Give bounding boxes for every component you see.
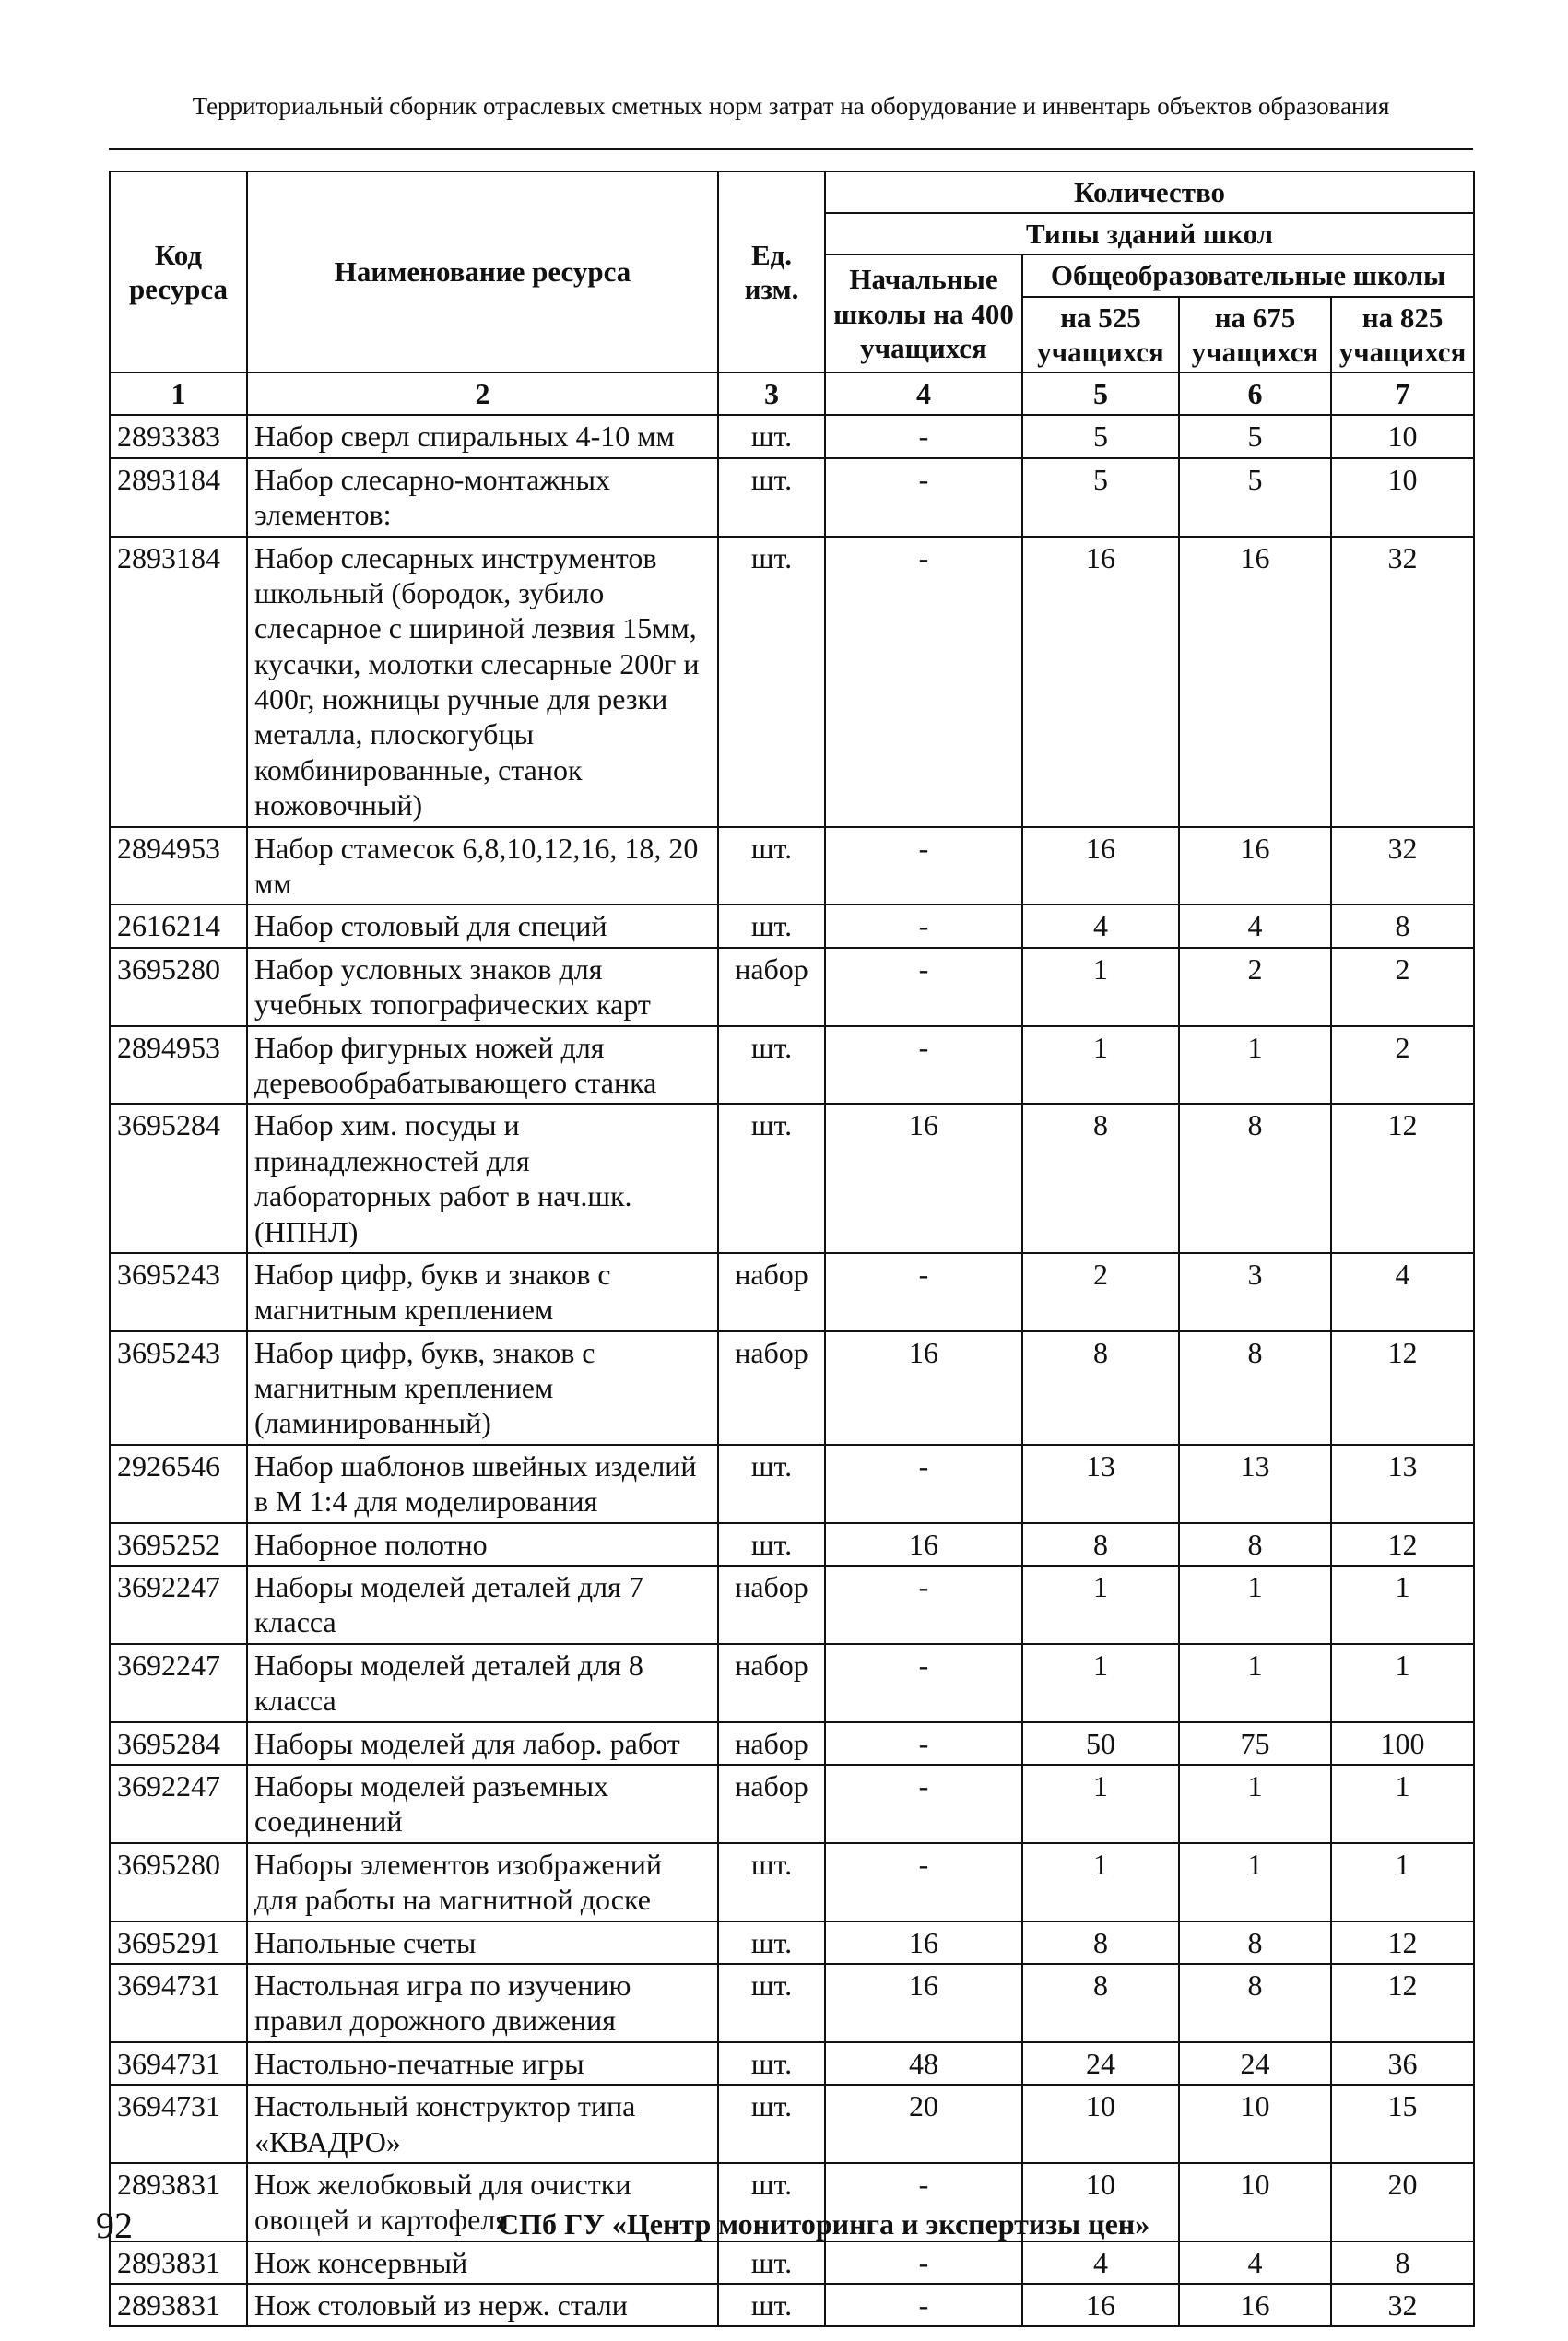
resource-name: Набор цифр, букв и знаков с магнитным креплением: [247, 1253, 718, 1331]
resource-code: 3692247: [110, 1566, 247, 1644]
column-number: 2: [247, 372, 718, 415]
table-row: [110, 2085, 1474, 2163]
qty-primary-400: -: [825, 415, 1022, 457]
column-number: 1: [110, 372, 247, 415]
qty-general-525: 1: [1022, 1765, 1179, 1843]
qty-general-825: 32: [1331, 2284, 1474, 2326]
resource-unit: шт.: [718, 1843, 825, 1921]
qty-general-525: 8: [1022, 1964, 1179, 2042]
resource-code: 3695284: [110, 1104, 247, 1253]
header-divider: [109, 148, 1473, 150]
qty-primary-400: -: [825, 1445, 1022, 1523]
qty-primary-400: -: [825, 537, 1022, 827]
page-header-title: Территориальный сборник отраслевых сметных норм затрат на оборудование и инвентарь объектов образования: [192, 92, 1390, 120]
table-row: [110, 1253, 1474, 1331]
table-row: [110, 904, 1474, 947]
header-code: Код ресурса: [110, 171, 247, 372]
qty-general-825: 8: [1331, 904, 1474, 947]
resource-code: 3695284: [110, 1722, 247, 1765]
resource-name: Напольные счеты: [247, 1921, 718, 1964]
resource-name: Набор сверл спиральных 4-10 мм: [247, 415, 718, 457]
qty-general-825: 12: [1331, 1331, 1474, 1445]
qty-general-825: 2: [1331, 948, 1474, 1026]
resource-name: Наборы моделей для лабор. работ: [247, 1722, 718, 1765]
qty-general-525: 4: [1022, 904, 1179, 947]
qty-general-525: 1: [1022, 1644, 1179, 1722]
qty-general-675: 4: [1179, 2241, 1331, 2284]
resource-name: Нож консервный: [247, 2241, 718, 2284]
resource-name: Набор цифр, букв, знаков с магнитным креплением (ламинированный): [247, 1331, 718, 1445]
resource-unit: набор: [718, 1765, 825, 1843]
table-row: [110, 415, 1474, 457]
resource-unit: шт.: [718, 2085, 825, 2163]
qty-general-525: 1: [1022, 1566, 1179, 1644]
resource-unit: шт.: [718, 904, 825, 947]
resource-code: 2893184: [110, 458, 247, 537]
qty-general-825: 2: [1331, 1026, 1474, 1105]
resource-code: 2893383: [110, 415, 247, 457]
table-header: [110, 171, 1474, 372]
qty-general-825: 1: [1331, 1566, 1474, 1644]
header-general-525: на 525 учащихся: [1022, 297, 1179, 372]
qty-general-675: 8: [1179, 1921, 1331, 1964]
qty-primary-400: -: [825, 1722, 1022, 1765]
resource-table: [109, 171, 1475, 2327]
qty-primary-400: -: [825, 1566, 1022, 1644]
header-unit: Ед. изм.: [718, 171, 825, 372]
footer-organization: СПб ГУ «Центр мониторинга и экспертизы цен»: [498, 2207, 1150, 2241]
resource-unit: шт.: [718, 2241, 825, 2284]
resource-name: Набор столовый для специй: [247, 904, 718, 947]
qty-general-525: 8: [1022, 1331, 1179, 1445]
qty-general-675: 10: [1179, 2163, 1331, 2241]
table-row: [110, 1104, 1474, 1253]
qty-general-825: 13: [1331, 1445, 1474, 1523]
column-number: 5: [1022, 372, 1179, 415]
resource-code: 3695280: [110, 948, 247, 1026]
qty-primary-400: -: [825, 1765, 1022, 1843]
qty-general-525: 5: [1022, 458, 1179, 537]
resource-code: 3694731: [110, 1964, 247, 2042]
resource-code: 2893831: [110, 2163, 247, 2241]
resource-name: Наборное полотно: [247, 1523, 718, 1566]
column-numbers-row: [110, 372, 1474, 415]
table-row: [110, 1644, 1474, 1722]
qty-primary-400: 16: [825, 1921, 1022, 1964]
resource-name: Настольно-печатные игры: [247, 2042, 718, 2085]
resource-code: 2616214: [110, 904, 247, 947]
resource-name: Наборы моделей разъемных соединений: [247, 1765, 718, 1843]
qty-primary-400: -: [825, 2163, 1022, 2241]
qty-general-825: 1: [1331, 1765, 1474, 1843]
resource-unit: шт.: [718, 1921, 825, 1964]
qty-primary-400: 16: [825, 1523, 1022, 1566]
resource-unit: шт.: [718, 2042, 825, 2085]
table-row: [110, 2284, 1474, 2326]
qty-general-675: 16: [1179, 827, 1331, 905]
qty-general-675: 1: [1179, 1026, 1331, 1105]
qty-general-675: 75: [1179, 1722, 1331, 1765]
qty-general-675: 3: [1179, 1253, 1331, 1331]
resource-unit: набор: [718, 1722, 825, 1765]
table-row: [110, 948, 1474, 1026]
resource-name: Наборы моделей деталей для 7 класса: [247, 1566, 718, 1644]
resource-name: Настольная игра по изучению правил дорожного движения: [247, 1964, 718, 2042]
qty-general-675: 1: [1179, 1843, 1331, 1921]
qty-general-825: 4: [1331, 1253, 1474, 1331]
resource-unit: набор: [718, 1253, 825, 1331]
qty-general-675: 5: [1179, 415, 1331, 457]
resource-code: 3694731: [110, 2042, 247, 2085]
column-number: 3: [718, 372, 825, 415]
qty-general-525: 8: [1022, 1523, 1179, 1566]
resource-unit: набор: [718, 1644, 825, 1722]
resource-unit: набор: [718, 948, 825, 1026]
qty-general-675: 8: [1179, 1104, 1331, 1253]
qty-general-825: 36: [1331, 2042, 1474, 2085]
qty-primary-400: -: [825, 827, 1022, 905]
qty-general-825: 8: [1331, 2241, 1474, 2284]
resource-unit: набор: [718, 1566, 825, 1644]
qty-primary-400: -: [825, 1644, 1022, 1722]
qty-primary-400: -: [825, 1026, 1022, 1105]
table-row: [110, 1026, 1474, 1105]
table-row: [110, 1843, 1474, 1921]
resource-name: Нож столовый из нерж. стали: [247, 2284, 718, 2326]
table-body: [110, 372, 1474, 2327]
qty-general-525: 16: [1022, 2284, 1179, 2326]
resource-unit: шт.: [718, 1104, 825, 1253]
qty-general-825: 15: [1331, 2085, 1474, 2163]
resource-unit: шт.: [718, 1026, 825, 1105]
qty-general-825: 100: [1331, 1722, 1474, 1765]
resource-name: Набор шаблонов швейных изделий в М 1:4 для моделирования: [247, 1445, 718, 1523]
resource-code: 3694731: [110, 2085, 247, 2163]
qty-general-675: 5: [1179, 458, 1331, 537]
column-number: 7: [1331, 372, 1474, 415]
qty-general-825: 12: [1331, 1921, 1474, 1964]
table-row: [110, 2042, 1474, 2085]
header-general-825: на 825 учащихся: [1331, 297, 1474, 372]
resource-unit: шт.: [718, 827, 825, 905]
resource-unit: шт.: [718, 2163, 825, 2241]
qty-general-825: 32: [1331, 537, 1474, 827]
qty-primary-400: -: [825, 2284, 1022, 2326]
qty-general-525: 1: [1022, 1843, 1179, 1921]
header-general-675: на 675 учащихся: [1179, 297, 1331, 372]
qty-general-675: 16: [1179, 537, 1331, 827]
table-row: [110, 1566, 1474, 1644]
qty-primary-400: 16: [825, 1104, 1022, 1253]
resource-name: Набор условных знаков для учебных топографических карт: [247, 948, 718, 1026]
resource-unit: шт.: [718, 1523, 825, 1566]
qty-general-675: 1: [1179, 1644, 1331, 1722]
qty-general-525: 16: [1022, 827, 1179, 905]
qty-general-525: 16: [1022, 537, 1179, 827]
qty-general-675: 10: [1179, 2085, 1331, 2163]
resource-code: 3695243: [110, 1331, 247, 1445]
header-quantity: Количество: [825, 171, 1474, 213]
resource-name: Набор слесарных инструментов школьный (бородок, зубило слесарное с шириной лезвия 15мм, кусачки, молотки слесарные 200г и 400г, ножницы ручные для резки металла, плоскогубцы комбинированные, станок ножовочный): [247, 537, 718, 827]
qty-general-525: 24: [1022, 2042, 1179, 2085]
qty-primary-400: 16: [825, 1964, 1022, 2042]
resource-code: 2894953: [110, 1026, 247, 1105]
qty-primary-400: 16: [825, 1331, 1022, 1445]
resource-code: 3695280: [110, 1843, 247, 1921]
resource-unit: набор: [718, 1331, 825, 1445]
qty-general-675: 8: [1179, 1523, 1331, 1566]
qty-general-675: 2: [1179, 948, 1331, 1026]
qty-primary-400: -: [825, 458, 1022, 537]
qty-general-525: 10: [1022, 2163, 1179, 2241]
qty-general-825: 1: [1331, 1843, 1474, 1921]
table-row: [110, 1921, 1474, 1964]
page-number: 92: [96, 2205, 133, 2246]
table-row: [110, 827, 1474, 905]
qty-general-525: 10: [1022, 2085, 1179, 2163]
resource-code: 3695243: [110, 1253, 247, 1331]
column-number: 6: [1179, 372, 1331, 415]
table-row: [110, 2241, 1474, 2284]
resource-code: 2893184: [110, 537, 247, 827]
qty-general-825: 12: [1331, 1523, 1474, 1566]
resource-code: 3695291: [110, 1921, 247, 1964]
resource-code: 3695252: [110, 1523, 247, 1566]
qty-general-825: 10: [1331, 458, 1474, 537]
resource-unit: шт.: [718, 1445, 825, 1523]
table-row: [110, 1445, 1474, 1523]
table-row: [110, 458, 1474, 537]
qty-general-675: 8: [1179, 1964, 1331, 2042]
resource-name: Нож желобковый для очистки овощей и картофеля: [247, 2163, 718, 2241]
resource-code: 2894953: [110, 827, 247, 905]
table-row: [110, 1523, 1474, 1566]
qty-general-675: 16: [1179, 2284, 1331, 2326]
qty-general-825: 32: [1331, 827, 1474, 905]
qty-general-825: 10: [1331, 415, 1474, 457]
qty-general-675: 1: [1179, 1566, 1331, 1644]
resource-unit: шт.: [718, 458, 825, 537]
qty-general-525: 1: [1022, 1026, 1179, 1105]
resource-unit: шт.: [718, 537, 825, 827]
header-general-schools: Общеобразовательные школы: [1022, 254, 1474, 296]
resource-name: Набор стамесок 6,8,10,12,16, 18, 20 мм: [247, 827, 718, 905]
resource-name: Наборы моделей деталей для 8 класса: [247, 1644, 718, 1722]
column-number: 4: [825, 372, 1022, 415]
qty-general-675: 8: [1179, 1331, 1331, 1445]
qty-primary-400: -: [825, 1253, 1022, 1331]
qty-general-675: 13: [1179, 1445, 1331, 1523]
qty-primary-400: -: [825, 904, 1022, 947]
qty-primary-400: -: [825, 948, 1022, 1026]
resource-code: 3692247: [110, 1644, 247, 1722]
table-row: [110, 1964, 1474, 2042]
qty-general-675: 24: [1179, 2042, 1331, 2085]
qty-general-825: 12: [1331, 1104, 1474, 1253]
qty-general-525: 5: [1022, 415, 1179, 457]
resource-code: 2893831: [110, 2284, 247, 2326]
resource-name: Набор слесарно-монтажных элементов:: [247, 458, 718, 537]
header-name: Наименование ресурса: [247, 171, 718, 372]
resource-name: Набор фигурных ножей для деревообрабатывающего станка: [247, 1026, 718, 1105]
header-building-types: Типы зданий школ: [825, 213, 1474, 254]
table-row: [110, 1331, 1474, 1445]
resource-code: 3692247: [110, 1765, 247, 1843]
resource-unit: шт.: [718, 1964, 825, 2042]
qty-general-825: 12: [1331, 1964, 1474, 2042]
table-row: [110, 1765, 1474, 1843]
qty-general-525: 2: [1022, 1253, 1179, 1331]
qty-general-675: 1: [1179, 1765, 1331, 1843]
qty-general-525: 8: [1022, 1104, 1179, 1253]
header-primary-400: Начальные школы на 400 учащихся: [825, 254, 1022, 372]
qty-general-825: 20: [1331, 2163, 1474, 2241]
qty-general-525: 50: [1022, 1722, 1179, 1765]
qty-general-675: 4: [1179, 904, 1331, 947]
table-row: [110, 1722, 1474, 1765]
qty-primary-400: 48: [825, 2042, 1022, 2085]
resource-name: Наборы элементов изображений для работы на магнитной доске: [247, 1843, 718, 1921]
qty-general-525: 13: [1022, 1445, 1179, 1523]
resource-unit: шт.: [718, 415, 825, 457]
resource-unit: шт.: [718, 2284, 825, 2326]
resource-code: 2926546: [110, 1445, 247, 1523]
qty-general-525: 8: [1022, 1921, 1179, 1964]
qty-primary-400: -: [825, 2241, 1022, 2284]
qty-general-525: 1: [1022, 948, 1179, 1026]
qty-general-525: 4: [1022, 2241, 1179, 2284]
resource-name: Набор хим. посуды и принадлежностей для лабораторных работ в нач.шк. (НПНЛ): [247, 1104, 718, 1253]
qty-primary-400: -: [825, 1843, 1022, 1921]
resource-code: 2893831: [110, 2241, 247, 2284]
qty-primary-400: 20: [825, 2085, 1022, 2163]
table-row: [110, 537, 1474, 827]
qty-general-825: 1: [1331, 1644, 1474, 1722]
resource-name: Настольный конструктор типа «КВАДРО»: [247, 2085, 718, 2163]
